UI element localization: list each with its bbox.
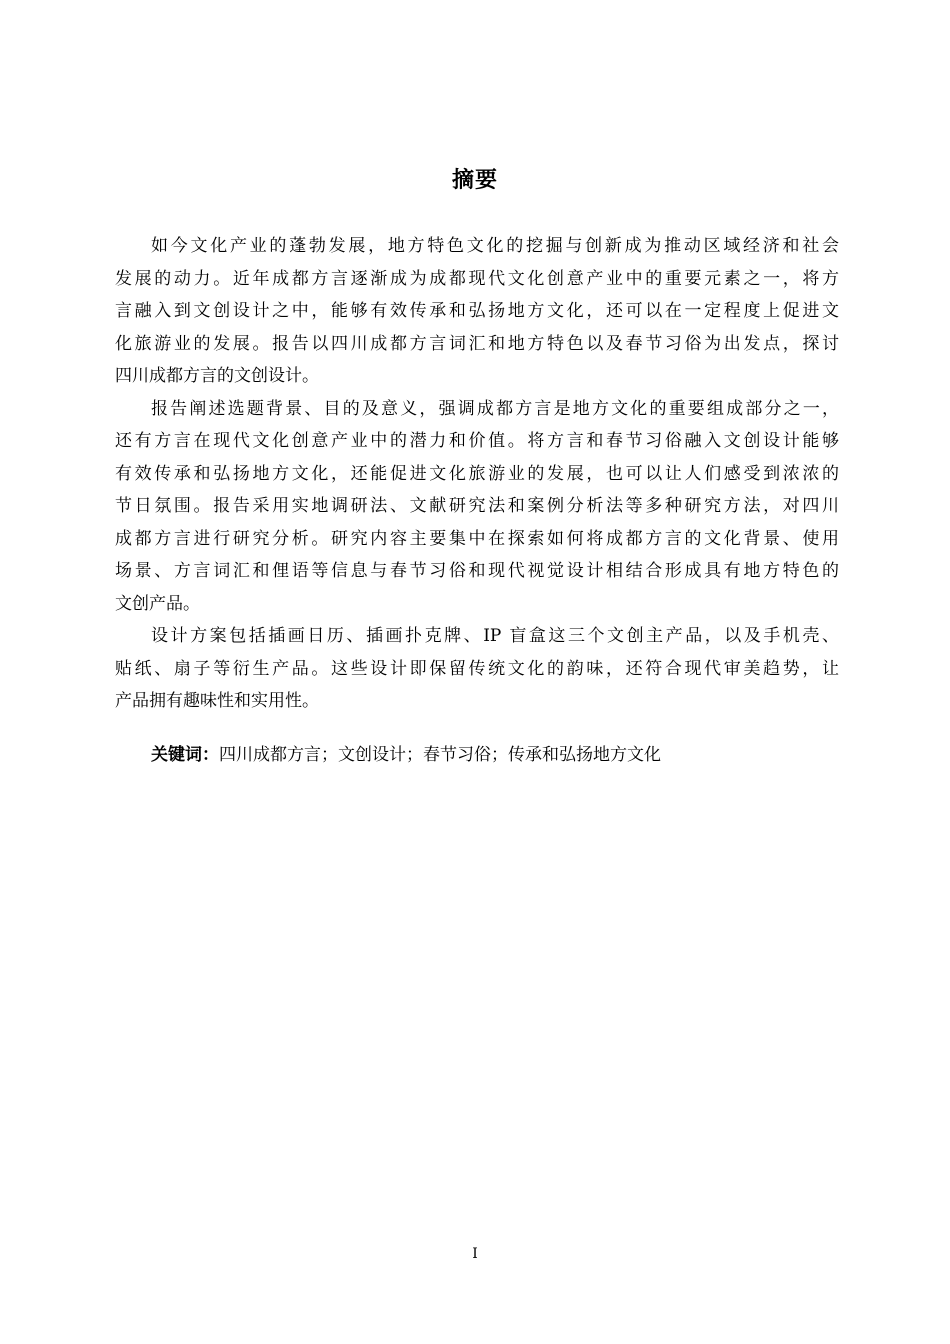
text-line: 成都方言进行研究分析。研究内容主要集中在探索如何将成都方言的文化背景、使用 (115, 528, 839, 549)
keywords-value: 四川成都方言；文创设计；春节习俗；传承和弘扬地方文化 (219, 745, 661, 765)
text-line: 设计方案包括插画日历、插画扑克牌、IP 盲盒这三个文创主产品，以及手机壳、 (151, 626, 839, 646)
text-line: 化旅游业的发展。报告以四川成都方言词汇和地方特色以及春节习俗为出发点，探讨 (115, 333, 839, 354)
paragraph (115, 230, 839, 393)
text-line: 发展的动力。近年成都方言逐渐成为成都现代文化创意产业中的重要元素之一，将方 (115, 268, 839, 289)
keywords-line (151, 739, 661, 771)
text-line: 如今文化产业的蓬勃发展，地方特色文化的挖掘与创新成为推动区域经济和社会 (151, 236, 839, 256)
text-line: 贴纸、扇子等衍生产品。这些设计即保留传统文化的韵味，还符合现代审美趋势，让 (115, 658, 839, 679)
paragraph (115, 620, 839, 718)
text-line: 报告阐述选题背景、目的及意义，强调成都方言是地方文化的重要组成部分之一， (151, 398, 839, 419)
keywords-label: 关键词： (151, 745, 219, 765)
text-line: 场景、方言词汇和俚语等信息与春节习俗和现代视觉设计相结合形成具有地方特色的 (115, 561, 839, 581)
text-line: 文创产品。 (115, 593, 200, 614)
text-line: 言融入到文创设计之中，能够有效传承和弘扬地方文化，还可以在一定程度上促进文 (115, 301, 839, 321)
text-line: 还有方言在现代文化创意产业中的潜力和价值。将方言和春节习俗融入文创设计能够 (115, 431, 839, 451)
page-number: I (472, 1246, 478, 1262)
text-line: 节日氛围。报告采用实地调研法、文献研究法和案例分析法等多种研究方法，对四川 (115, 496, 839, 516)
text-line: 有效传承和弘扬地方文化，还能促进文化旅游业的发展，也可以让人们感受到浓浓的 (115, 463, 839, 484)
abstract-body (115, 230, 839, 718)
paragraph (115, 393, 839, 621)
text-line: 四川成都方言的文创设计。 (115, 366, 319, 386)
abstract-title: 摘要 (451, 168, 498, 193)
text-line: 产品拥有趣味性和实用性。 (115, 691, 319, 711)
